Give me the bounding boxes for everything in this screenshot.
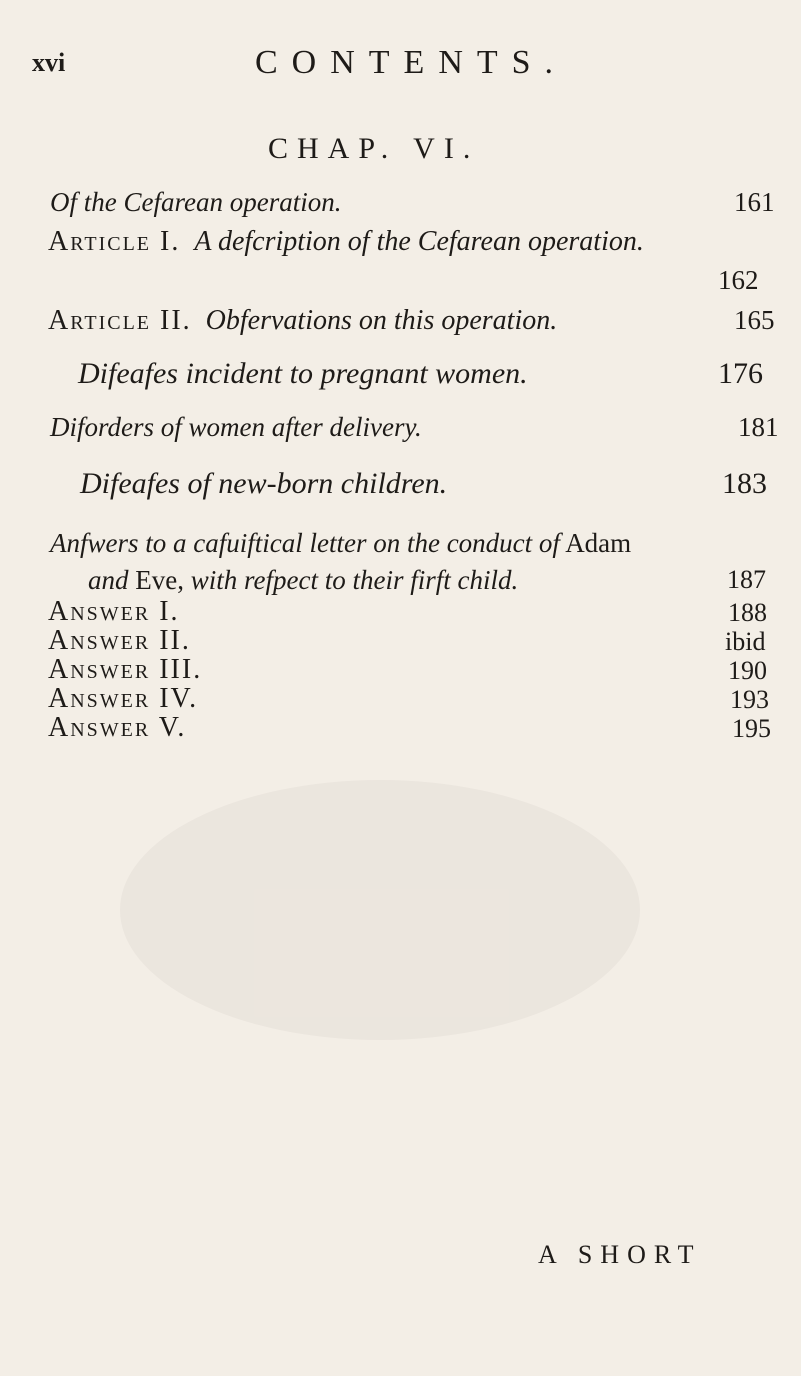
answer-page: 190 [728,656,767,685]
answer-label: Answer II. [48,625,191,656]
entry-text: Obfervations on this operation. [205,305,558,336]
answer-page: ibid [725,627,766,656]
entry-text: Difeafes of new-born children. [80,467,448,500]
answer-label: Answer III. [48,654,203,685]
entry-line [48,226,644,258]
letter-text: Anfwers to a cafuiftical letter on the conduct of [50,528,560,558]
entry-text: Difeafes incident to pregnant women. [78,357,528,390]
letter-name: Eve, [135,565,184,595]
entry-page: 181 [738,412,779,442]
chapter-heading: CHAP. VI. [268,132,480,165]
entry-page: 176 [718,357,763,390]
entry-label: Article I. [48,226,181,257]
entry-page: 162 [718,265,759,295]
entry-page: 183 [722,467,767,500]
entry-text: A defcription of the Cefarean operation. [194,226,644,257]
entry-text: Of the Cefarean operation. [50,187,342,217]
answer-page: 195 [732,714,771,743]
entry-label: Article II. [48,305,192,336]
answer-page: 188 [728,598,767,627]
running-title: CONTENTS. [255,44,568,81]
letter-text: and [88,565,129,595]
entry-text: Diforders of women after delivery. [50,412,422,442]
answer-page: 193 [730,685,769,714]
entry-line [48,305,557,337]
letter-line-2 [88,565,518,596]
letter-line-1 [50,528,631,559]
letter-text: with refpect to their firft child. [190,565,519,595]
entry-page: 187 [727,565,766,594]
catchword: A SHORT [538,1240,702,1269]
answer-label: Answer I. [48,596,180,627]
answer-label: Answer V. [48,712,187,743]
entry-page: 161 [734,187,775,217]
letter-name: Adam [565,528,632,558]
entry-page: 165 [734,305,775,335]
folio: xvi [32,48,66,77]
answer-label: Answer IV. [48,683,199,714]
paper-stain [120,780,640,1040]
